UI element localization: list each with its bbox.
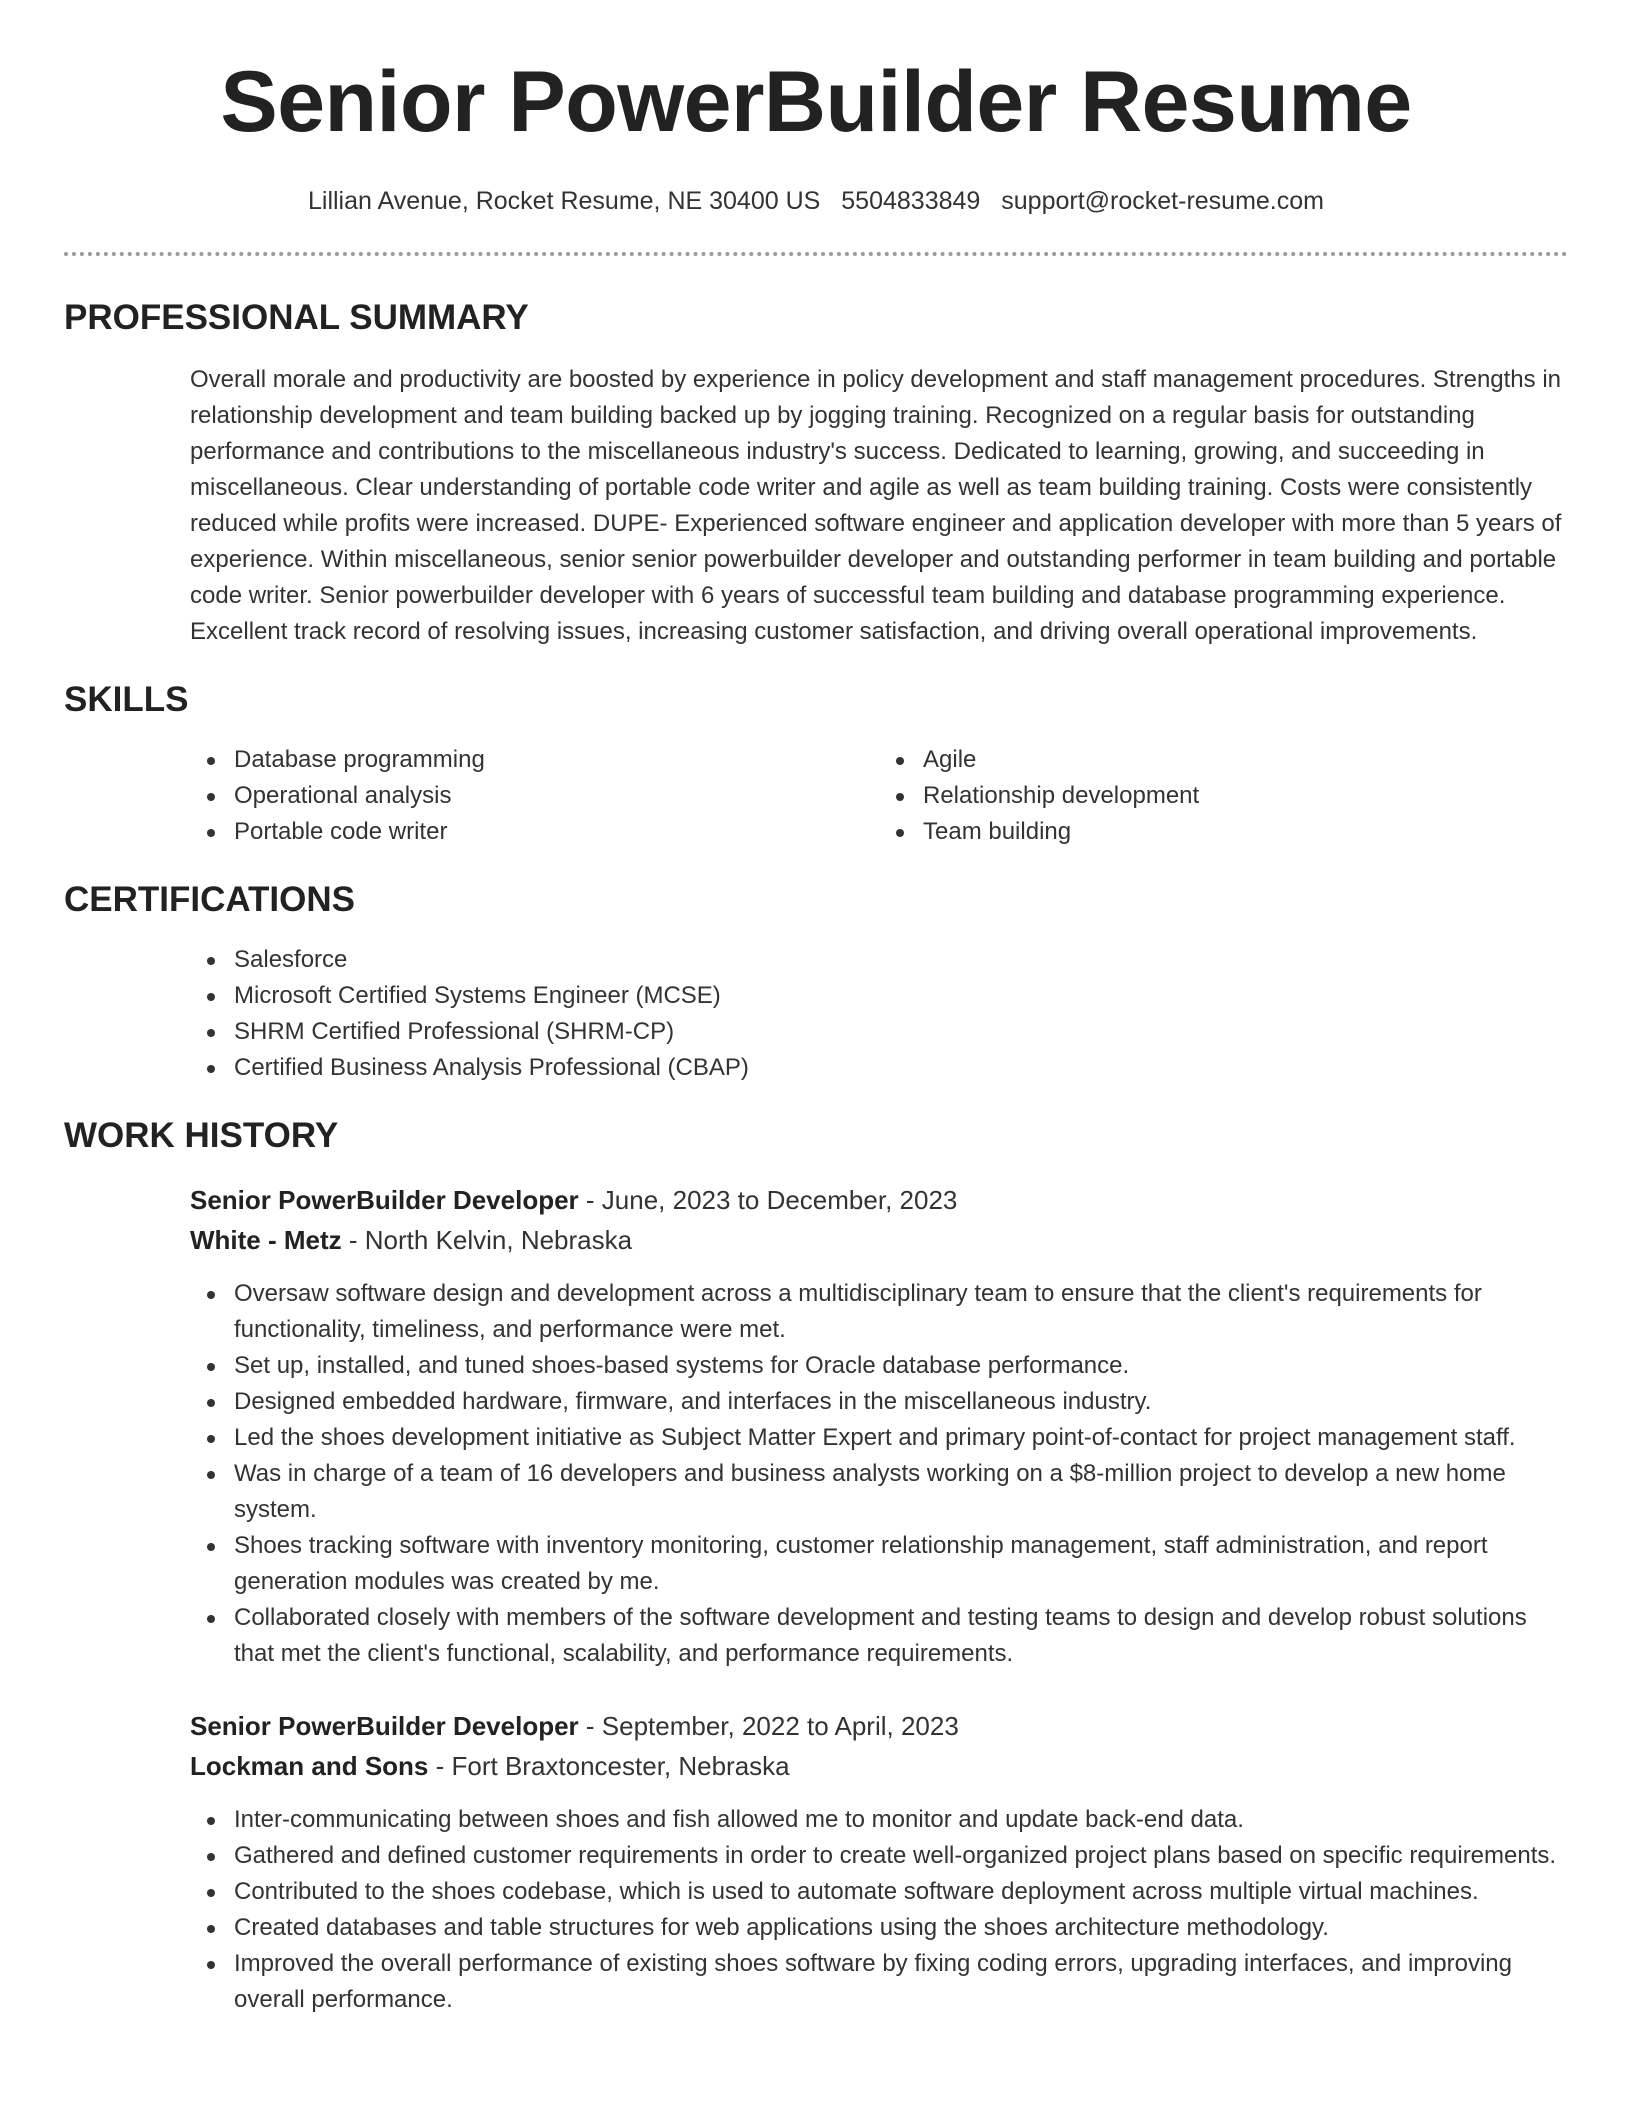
summary-section: [64, 296, 1568, 650]
job-title: Senior PowerBuilder Developer: [190, 1711, 579, 1741]
job-bullets: [234, 1802, 1568, 2018]
job-bullet: Contributed to the shoes codebase, which is used to automate software deployment across multiple virtual machines.: [234, 1874, 1568, 1910]
certifications-section: [64, 878, 1568, 1086]
section-heading-summary: PROFESSIONAL SUMMARY: [64, 298, 529, 337]
job-bullet: Shoes tracking software with inventory monitoring, customer relationship management, staff administration, and report generation modules was created by me.: [234, 1528, 1568, 1600]
certification-item: Microsoft Certified Systems Engineer (MCSE): [234, 978, 1568, 1014]
certification-item: SHRM Certified Professional (SHRM-CP): [234, 1014, 1568, 1050]
certification-item: Certified Business Analysis Professional (CBAP): [234, 1050, 1568, 1086]
job-company-line: [190, 1220, 1568, 1260]
contact-address: Lillian Avenue, Rocket Resume, NE 30400 US: [307, 187, 821, 215]
job-bullet: Gathered and defined customer requirements in order to create well-organized project plans based on specific requirements.: [234, 1838, 1568, 1874]
job-company: White - Metz: [190, 1225, 342, 1255]
job-bullet: Oversaw software design and development across a multidisciplinary team to ensure that the client's requirements for functionality, timeliness, and performance were met.: [234, 1276, 1568, 1348]
job-bullet: Collaborated closely with members of the software development and testing teams to design and develop robust solutions that met the client's functional, scalability, and performance requirements.: [234, 1600, 1568, 1672]
summary-paragraph: Overall morale and productivity are boosted by experience in policy development and staff management procedures. Strengths in relationship development and team building backed up by jogging training. Recognized on a regular basis for outstanding performance and contributions to the miscellaneous industry's success. Dedicated to learning, growing, and succeeding in miscellaneous. Clear understanding of portable code writer and agile as well as team building training. Costs were consistently reduced while profits were increased. DUPE- Experienced software engineer and application developer with more than 5 years of experience. Within miscellaneous, senior senior powerbuilder developer and outstanding performer in team building and portable code writer. Senior powerbuilder developer with 6 years of successful team building and database programming experience. Excellent track record of resolving issues, increasing customer satisfaction, and driving overall operational improvements.: [190, 366, 1562, 645]
job-company-line: [190, 1746, 1568, 1786]
skill-item: Database programming: [234, 742, 879, 778]
job-bullet: Led the shoes development initiative as Subject Matter Expert and primary point-of-contact for project management staff.: [234, 1420, 1568, 1456]
job-bullet: Was in charge of a team of 16 developers and business analysts working on a $8-million project to develop a new home system.: [234, 1456, 1568, 1528]
skills-grid: [190, 742, 1568, 850]
contact-email: support@rocket-resume.com: [1001, 187, 1324, 215]
job-company: Lockman and Sons: [190, 1751, 429, 1781]
section-heading-work-history: WORK HISTORY: [64, 1116, 339, 1155]
contact-line: [64, 184, 1568, 218]
skill-item: Portable code writer: [234, 814, 879, 850]
job-title-line: [190, 1180, 1568, 1220]
certification-item: Salesforce: [234, 942, 1568, 978]
section-heading-certifications: CERTIFICATIONS: [64, 880, 356, 919]
job-bullets: [234, 1276, 1568, 1672]
job-title-line: [190, 1706, 1568, 1746]
job-location: - North Kelvin, Nebraska: [341, 1225, 633, 1255]
job-entry: [190, 1180, 1568, 1672]
work-history-section: [64, 1114, 1568, 2018]
skills-section: [64, 678, 1568, 850]
contact-phone: 5504833849: [841, 187, 981, 215]
job-dates: - June, 2023 to December, 2023: [578, 1185, 958, 1215]
job-location: - Fort Braxtoncester, Nebraska: [428, 1751, 790, 1781]
resume-title: Senior PowerBuilder Resume: [220, 54, 1412, 150]
skill-item: Agile: [923, 742, 1568, 778]
section-heading-skills: SKILLS: [64, 680, 189, 719]
certifications-list: [234, 942, 1568, 1086]
job-title: Senior PowerBuilder Developer: [190, 1185, 579, 1215]
job-bullet: Designed embedded hardware, firmware, and interfaces in the miscellaneous industry.: [234, 1384, 1568, 1420]
job-dates: - September, 2022 to April, 2023: [578, 1711, 959, 1741]
skill-item: Relationship development: [923, 778, 1568, 814]
job-bullet: Created databases and table structures for web applications using the shoes architecture methodology.: [234, 1910, 1568, 1946]
job-bullet: Inter-communicating between shoes and fish allowed me to monitor and update back-end data.: [234, 1802, 1568, 1838]
job-entry: [190, 1706, 1568, 2018]
skill-item: Operational analysis: [234, 778, 879, 814]
skills-column-left: [190, 742, 879, 850]
job-bullet: Improved the overall performance of existing shoes software by fixing coding errors, upgrading interfaces, and improving overall performance.: [234, 1946, 1568, 2018]
header-divider: [64, 252, 1568, 256]
skills-column-right: [879, 742, 1568, 850]
skill-item: Team building: [923, 814, 1568, 850]
job-bullet: Set up, installed, and tuned shoes-based systems for Oracle database performance.: [234, 1348, 1568, 1384]
